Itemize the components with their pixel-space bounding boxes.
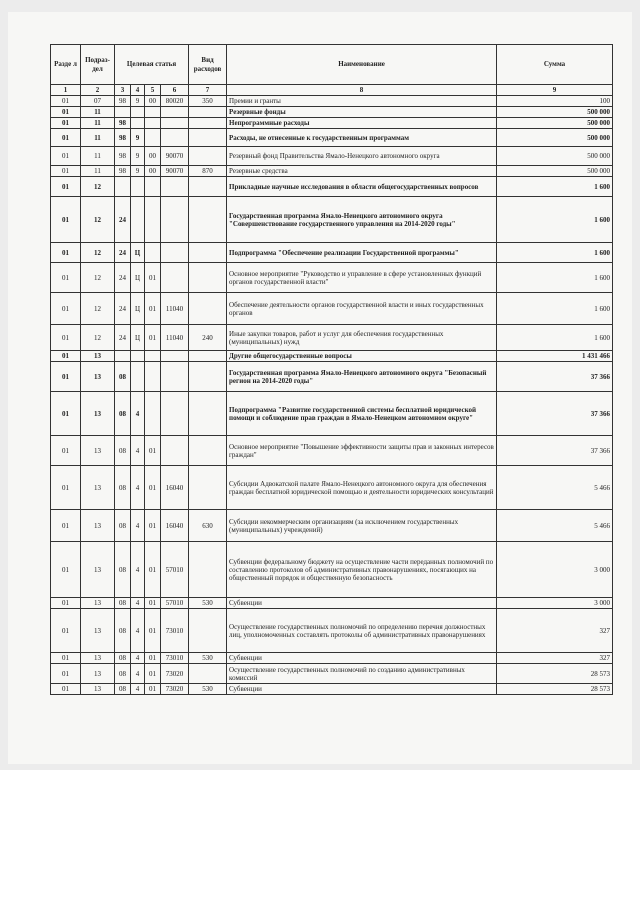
budget-table: [50, 44, 613, 695]
cell-code: 4: [131, 598, 145, 609]
cell-code: 13: [81, 664, 115, 684]
cell-code: [189, 263, 227, 293]
cell-code: 24: [115, 325, 131, 351]
cell-code: 12: [81, 325, 115, 351]
cell-code: 01: [51, 542, 81, 598]
cell-code: 11: [81, 107, 115, 118]
cell-code: [189, 147, 227, 166]
table-row: [51, 684, 613, 695]
table-row: [51, 263, 613, 293]
cell-code: [161, 129, 189, 147]
cell-code: 00: [145, 147, 161, 166]
cell-code: Ц: [131, 243, 145, 263]
cell-code: [161, 351, 189, 362]
cell-sum: 327: [497, 653, 613, 664]
cell-code: 01: [51, 598, 81, 609]
cell-name: Осуществление государственных полномочий по определению перечня должностных лиц, уполномоченных составлять протоколы об административных правонарушениях: [227, 609, 497, 653]
cell-code: 01: [51, 293, 81, 325]
cell-code: 24: [115, 263, 131, 293]
cell-code: 01: [145, 436, 161, 466]
col-num: 4: [131, 85, 145, 96]
cell-code: [161, 362, 189, 392]
cell-code: 01: [145, 664, 161, 684]
cell-code: 01: [51, 466, 81, 510]
cell-code: 01: [51, 664, 81, 684]
cell-code: 12: [81, 263, 115, 293]
cell-code: 01: [51, 684, 81, 695]
cell-code: 01: [51, 392, 81, 436]
cell-code: 12: [81, 243, 115, 263]
table-row: [51, 325, 613, 351]
cell-code: 24: [115, 293, 131, 325]
cell-name: Расходы, не отнесенные к государственным программам: [227, 129, 497, 147]
cell-code: 13: [81, 542, 115, 598]
cell-code: [115, 107, 131, 118]
cell-code: [145, 362, 161, 392]
cell-code: [145, 197, 161, 243]
cell-code: 08: [115, 362, 131, 392]
table-row: [51, 243, 613, 263]
table-row: [51, 466, 613, 510]
cell-name: Основное мероприятие "Руководство и управление в сфере установленных функций органов государственной власти": [227, 263, 497, 293]
cell-code: 08: [115, 466, 131, 510]
cell-code: 01: [51, 166, 81, 177]
cell-sum: 37 366: [497, 362, 613, 392]
cell-code: [131, 351, 145, 362]
cell-code: 01: [51, 129, 81, 147]
cell-code: 98: [115, 96, 131, 107]
cell-code: 07: [81, 96, 115, 107]
cell-name: Иные закупки товаров, работ и услуг для обеспечения государственных (муниципальных) нужд: [227, 325, 497, 351]
cell-code: 01: [145, 542, 161, 598]
cell-code: 90070: [161, 166, 189, 177]
cell-code: [189, 351, 227, 362]
col-num: 3: [115, 85, 131, 96]
cell-code: [189, 436, 227, 466]
cell-code: 01: [51, 177, 81, 197]
cell-code: 08: [115, 609, 131, 653]
header-razdel: Разде л: [51, 45, 81, 85]
cell-sum: 1 600: [497, 263, 613, 293]
cell-code: 11040: [161, 325, 189, 351]
cell-code: [189, 118, 227, 129]
cell-code: 08: [115, 436, 131, 466]
cell-code: 08: [115, 392, 131, 436]
cell-sum: 28 573: [497, 684, 613, 695]
cell-name: Субсидии Адвокатской палате Ямало-Ненецкого автономного округа для обеспечения граждан бесплатной юридической помощью и деятельности юридических консультаций: [227, 466, 497, 510]
cell-code: 01: [145, 325, 161, 351]
cell-code: 11040: [161, 293, 189, 325]
cell-code: 01: [145, 653, 161, 664]
cell-code: [189, 197, 227, 243]
cell-code: 11: [81, 166, 115, 177]
cell-code: 13: [81, 362, 115, 392]
cell-code: 11: [81, 129, 115, 147]
cell-code: 24: [115, 197, 131, 243]
cell-code: [189, 362, 227, 392]
cell-code: 01: [51, 107, 81, 118]
cell-name: Субвенции: [227, 653, 497, 664]
cell-name: Резервные фонды: [227, 107, 497, 118]
cell-code: 9: [131, 147, 145, 166]
cell-code: 24: [115, 243, 131, 263]
cell-code: [161, 107, 189, 118]
cell-code: 4: [131, 466, 145, 510]
table-row: [51, 510, 613, 542]
cell-code: Ц: [131, 263, 145, 293]
cell-code: 530: [189, 653, 227, 664]
cell-code: 13: [81, 684, 115, 695]
cell-code: 530: [189, 684, 227, 695]
cell-code: 01: [51, 197, 81, 243]
cell-code: 90070: [161, 147, 189, 166]
table-row: [51, 293, 613, 325]
cell-code: 01: [51, 96, 81, 107]
cell-code: 13: [81, 510, 115, 542]
cell-code: 350: [189, 96, 227, 107]
cell-sum: 1 600: [497, 293, 613, 325]
table-row: [51, 107, 613, 118]
cell-code: 13: [81, 466, 115, 510]
cell-code: 13: [81, 392, 115, 436]
cell-name: Осуществление государственных полномочий по созданию административных комиссий: [227, 664, 497, 684]
cell-code: 80020: [161, 96, 189, 107]
cell-code: 01: [145, 609, 161, 653]
table-row: [51, 177, 613, 197]
cell-code: 01: [51, 653, 81, 664]
table-row: [51, 542, 613, 598]
cell-code: [161, 392, 189, 436]
cell-code: 98: [115, 166, 131, 177]
cell-code: 01: [51, 118, 81, 129]
header-naimenovanie: Наименование: [227, 45, 497, 85]
cell-code: 4: [131, 542, 145, 598]
cell-code: [131, 177, 145, 197]
cell-sum: 5 466: [497, 510, 613, 542]
cell-code: 13: [81, 598, 115, 609]
col-num: 5: [145, 85, 161, 96]
cell-code: 4: [131, 392, 145, 436]
cell-code: 9: [131, 166, 145, 177]
cell-code: 01: [145, 466, 161, 510]
cell-code: 01: [145, 293, 161, 325]
cell-name: Непрограммные расходы: [227, 118, 497, 129]
cell-code: 01: [51, 263, 81, 293]
cell-sum: 1 431 466: [497, 351, 613, 362]
cell-code: [145, 129, 161, 147]
cell-code: 08: [115, 653, 131, 664]
cell-name: Подпрограмма "Обеспечение реализации Государственной программы": [227, 243, 497, 263]
cell-code: [161, 263, 189, 293]
cell-code: 98: [115, 118, 131, 129]
col-num: 8: [227, 85, 497, 96]
table-row: [51, 96, 613, 107]
cell-sum: 3 000: [497, 542, 613, 598]
cell-code: 08: [115, 684, 131, 695]
header-vid-rashodov: Вид расходов: [189, 45, 227, 85]
cell-sum: 28 573: [497, 664, 613, 684]
cell-code: 98: [115, 129, 131, 147]
table-row: [51, 609, 613, 653]
table-row: [51, 351, 613, 362]
cell-sum: 500 000: [497, 129, 613, 147]
cell-code: [161, 177, 189, 197]
cell-code: 01: [51, 362, 81, 392]
cell-name: Подпрограмма "Развитие государственной системы бесплатной юридической помощи и соблюдение прав граждан в Ямало-Ненецком автономном округе": [227, 392, 497, 436]
cell-code: [145, 118, 161, 129]
cell-code: [115, 177, 131, 197]
cell-code: [189, 466, 227, 510]
cell-code: 01: [145, 510, 161, 542]
cell-code: 01: [51, 510, 81, 542]
cell-code: 57010: [161, 542, 189, 598]
cell-code: [115, 351, 131, 362]
cell-code: 98: [115, 147, 131, 166]
table-row: [51, 653, 613, 664]
cell-code: 240: [189, 325, 227, 351]
cell-sum: 500 000: [497, 166, 613, 177]
cell-name: Прикладные научные исследования в области общегосударственных вопросов: [227, 177, 497, 197]
header-podrazdel: Подраз- дел: [81, 45, 115, 85]
cell-sum: 500 000: [497, 147, 613, 166]
table-row: [51, 436, 613, 466]
cell-code: 13: [81, 351, 115, 362]
cell-name: Государственная программа Ямало-Ненецкого автономного округа "Совершенствование государственного управления на 2014-2020 годы": [227, 197, 497, 243]
cell-code: 16040: [161, 466, 189, 510]
cell-code: 01: [51, 351, 81, 362]
table-row: [51, 664, 613, 684]
cell-code: [189, 542, 227, 598]
column-number-row: [51, 85, 613, 96]
cell-sum: 100: [497, 96, 613, 107]
cell-code: 13: [81, 609, 115, 653]
cell-sum: 37 366: [497, 392, 613, 436]
cell-code: 01: [145, 263, 161, 293]
cell-code: 16040: [161, 510, 189, 542]
cell-code: [145, 243, 161, 263]
cell-code: 73010: [161, 653, 189, 664]
header-celevaya-statya: Целевая статья: [115, 45, 189, 85]
cell-code: 630: [189, 510, 227, 542]
cell-code: 4: [131, 653, 145, 664]
cell-sum: 500 000: [497, 107, 613, 118]
cell-code: Ц: [131, 293, 145, 325]
cell-name: Другие общегосударственные вопросы: [227, 351, 497, 362]
col-num: 2: [81, 85, 115, 96]
cell-code: [131, 362, 145, 392]
cell-code: [131, 107, 145, 118]
cell-code: 4: [131, 609, 145, 653]
table-row: [51, 598, 613, 609]
cell-code: 12: [81, 197, 115, 243]
cell-sum: 1 600: [497, 177, 613, 197]
cell-code: 01: [145, 598, 161, 609]
cell-code: 01: [51, 436, 81, 466]
cell-code: [189, 392, 227, 436]
cell-code: [189, 177, 227, 197]
cell-code: [189, 129, 227, 147]
cell-code: 9: [131, 96, 145, 107]
header-row: [51, 45, 613, 85]
cell-code: 73010: [161, 609, 189, 653]
cell-code: 00: [145, 96, 161, 107]
col-num: 1: [51, 85, 81, 96]
cell-code: 01: [51, 609, 81, 653]
cell-code: 12: [81, 293, 115, 325]
cell-code: 11: [81, 118, 115, 129]
cell-code: 08: [115, 510, 131, 542]
cell-name: Премии и гранты: [227, 96, 497, 107]
cell-code: [145, 351, 161, 362]
cell-sum: 1 600: [497, 243, 613, 263]
cell-name: Обеспечение деятельности органов государственной власти и иных государственных органов: [227, 293, 497, 325]
table-row: [51, 392, 613, 436]
cell-code: 01: [51, 243, 81, 263]
cell-code: 4: [131, 436, 145, 466]
cell-code: 13: [81, 653, 115, 664]
cell-code: 4: [131, 510, 145, 542]
cell-sum: 1 600: [497, 325, 613, 351]
cell-code: 4: [131, 684, 145, 695]
table-row: [51, 197, 613, 243]
col-num: 7: [189, 85, 227, 96]
cell-code: 73020: [161, 664, 189, 684]
cell-code: [131, 118, 145, 129]
table-row: [51, 166, 613, 177]
cell-code: 57010: [161, 598, 189, 609]
col-num: 6: [161, 85, 189, 96]
cell-code: 9: [131, 129, 145, 147]
cell-code: 4: [131, 664, 145, 684]
cell-code: 00: [145, 166, 161, 177]
cell-code: [189, 664, 227, 684]
cell-name: Резервные средства: [227, 166, 497, 177]
table-row: [51, 129, 613, 147]
cell-code: [131, 197, 145, 243]
cell-code: [161, 243, 189, 263]
cell-sum: 37 366: [497, 436, 613, 466]
cell-code: 73020: [161, 684, 189, 695]
cell-sum: 327: [497, 609, 613, 653]
cell-name: Субвенции: [227, 684, 497, 695]
cell-code: [161, 436, 189, 466]
cell-code: 08: [115, 664, 131, 684]
cell-code: Ц: [131, 325, 145, 351]
cell-name: Основное мероприятие "Повышение эффективности защиты прав и законных интересов граждан": [227, 436, 497, 466]
cell-sum: 3 000: [497, 598, 613, 609]
cell-code: 530: [189, 598, 227, 609]
cell-code: 08: [115, 598, 131, 609]
table-row: [51, 147, 613, 166]
cell-sum: 1 600: [497, 197, 613, 243]
cell-name: Субвенции федеральному бюджету на осуществление части переданных полномочий по составлению протоколов об административных правонарушениях, посягающих на общественный порядок и общественную безопасность: [227, 542, 497, 598]
cell-code: [161, 197, 189, 243]
cell-sum: 500 000: [497, 118, 613, 129]
cell-code: 01: [51, 147, 81, 166]
table-row: [51, 118, 613, 129]
cell-code: [189, 243, 227, 263]
cell-name: Субвенции: [227, 598, 497, 609]
cell-code: 08: [115, 542, 131, 598]
cell-code: 870: [189, 166, 227, 177]
cell-code: [189, 107, 227, 118]
cell-code: [145, 392, 161, 436]
cell-code: 11: [81, 147, 115, 166]
cell-code: [145, 177, 161, 197]
cell-code: [145, 107, 161, 118]
cell-sum: 5 466: [497, 466, 613, 510]
cell-code: [161, 118, 189, 129]
cell-code: [189, 609, 227, 653]
table-body: [51, 96, 613, 695]
cell-name: Резервный фонд Правительства Ямало-Ненецкого автономного округа: [227, 147, 497, 166]
cell-code: 01: [145, 684, 161, 695]
cell-code: 01: [51, 325, 81, 351]
col-num: 9: [497, 85, 613, 96]
cell-code: [189, 293, 227, 325]
cell-name: Субсидии некоммерческим организациям (за исключением государственных (муниципальных) учреждений): [227, 510, 497, 542]
table-row: [51, 362, 613, 392]
cell-code: 13: [81, 436, 115, 466]
cell-name: Государственная программа Ямало-Ненецкого автономного округа "Безопасный регион на 2014-2020 годы": [227, 362, 497, 392]
cell-code: 12: [81, 177, 115, 197]
header-summa: Сумма: [497, 45, 613, 85]
